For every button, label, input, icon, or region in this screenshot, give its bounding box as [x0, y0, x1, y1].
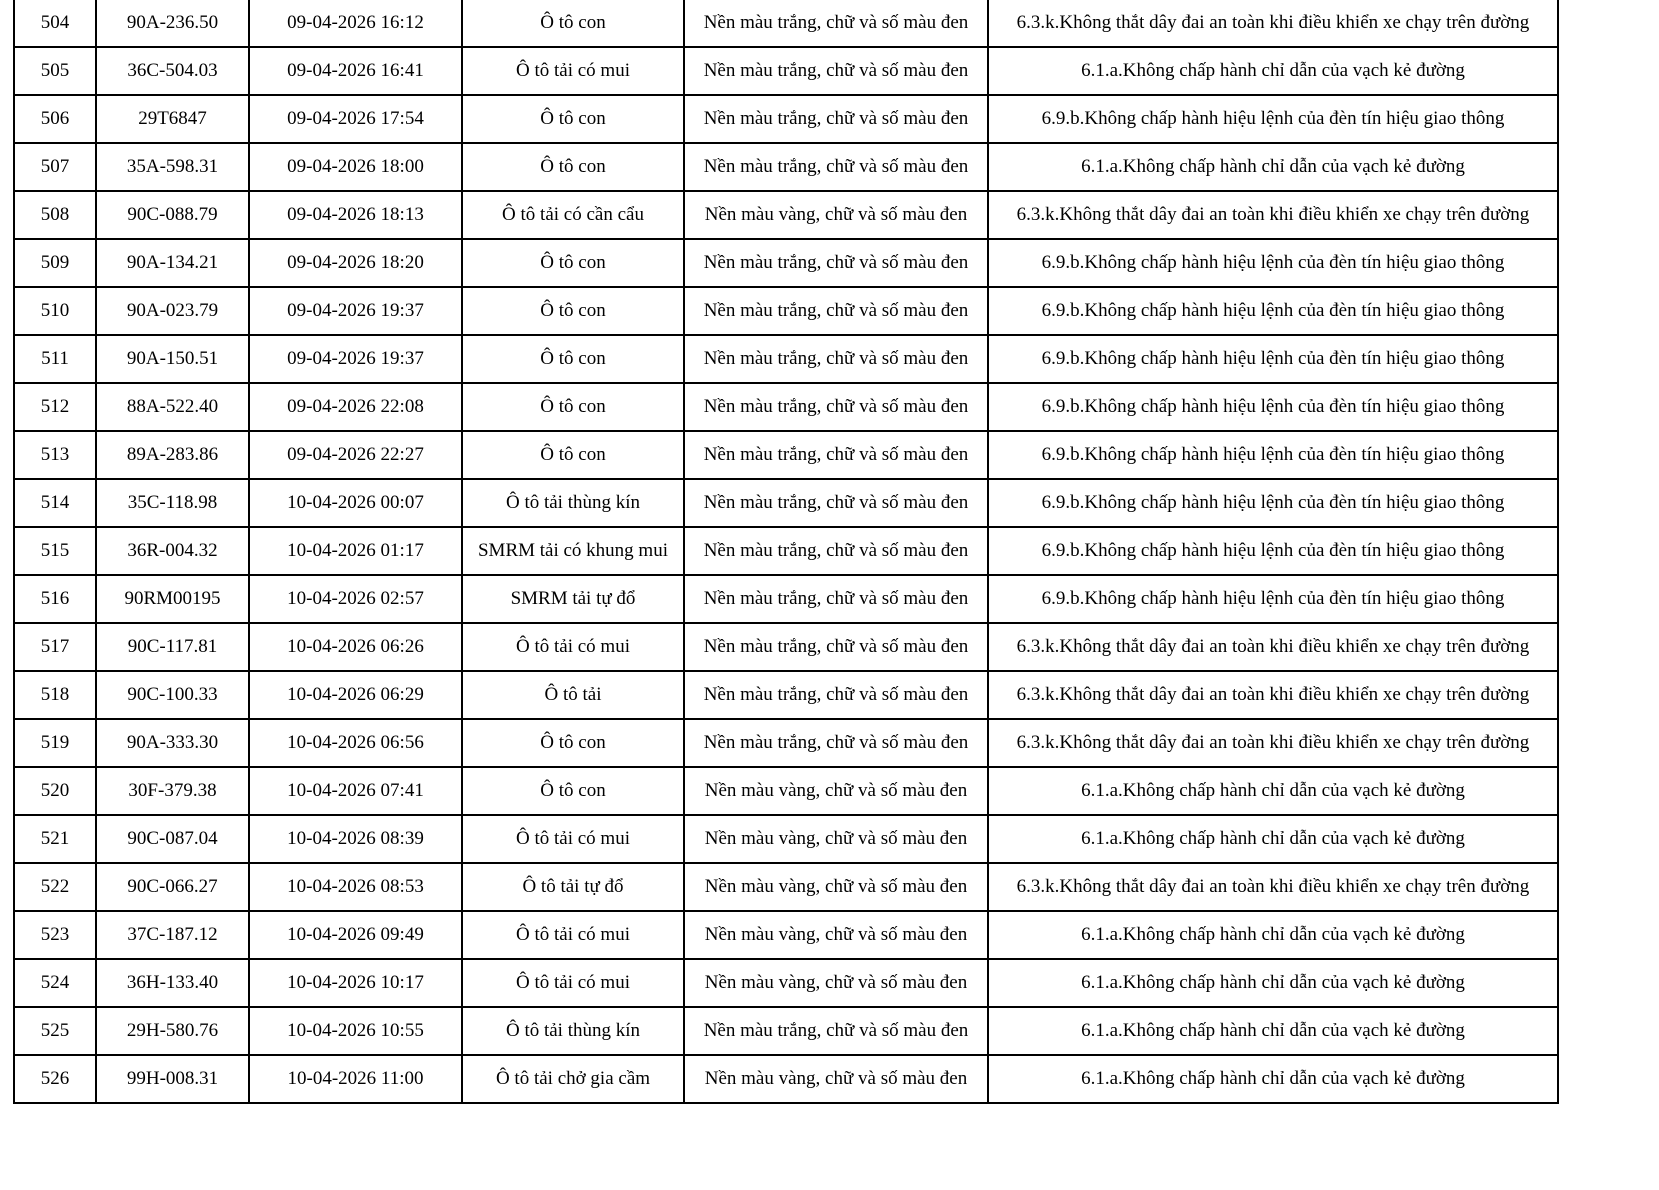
cell-stt: 504 [14, 0, 96, 47]
table-row [14, 479, 1558, 527]
cell-time: 09-04-2026 16:41 [249, 47, 462, 95]
cell-stt: 518 [14, 671, 96, 719]
cell-plate-color: Nền màu trắng, chữ và số màu đen [684, 0, 988, 47]
cell-plate: 90C-088.79 [96, 191, 249, 239]
cell-plate: 90A-236.50 [96, 0, 249, 47]
cell-vehicle-type: Ô tô tải chở gia cầm [462, 1055, 684, 1103]
table-row [14, 767, 1558, 815]
table-row [14, 527, 1558, 575]
cell-violation: 6.1.a.Không chấp hành chỉ dẫn của vạch kẻ đường [988, 959, 1558, 1007]
cell-stt: 524 [14, 959, 96, 1007]
table-row [14, 335, 1558, 383]
cell-plate: 90RM00195 [96, 575, 249, 623]
cell-time: 09-04-2026 16:12 [249, 0, 462, 47]
cell-vehicle-type: Ô tô con [462, 287, 684, 335]
cell-vehicle-type: Ô tô tải thùng kín [462, 479, 684, 527]
cell-vehicle-type: Ô tô con [462, 95, 684, 143]
cell-time: 10-04-2026 10:17 [249, 959, 462, 1007]
cell-plate-color: Nền màu vàng, chữ và số màu đen [684, 1055, 988, 1103]
cell-plate-color: Nền màu trắng, chữ và số màu đen [684, 719, 988, 767]
table-row [14, 959, 1558, 1007]
cell-stt: 509 [14, 239, 96, 287]
cell-violation: 6.3.k.Không thắt dây đai an toàn khi điều khiển xe chạy trên đường [988, 623, 1558, 671]
cell-plate-color: Nền màu trắng, chữ và số màu đen [684, 527, 988, 575]
cell-plate: 90A-023.79 [96, 287, 249, 335]
cell-plate: 29H-580.76 [96, 1007, 249, 1055]
cell-vehicle-type: Ô tô tải có mui [462, 815, 684, 863]
cell-stt: 513 [14, 431, 96, 479]
cell-plate: 88A-522.40 [96, 383, 249, 431]
cell-plate-color: Nền màu trắng, chữ và số màu đen [684, 383, 988, 431]
cell-vehicle-type: Ô tô tải có mui [462, 911, 684, 959]
cell-violation: 6.9.b.Không chấp hành hiệu lệnh của đèn tín hiệu giao thông [988, 95, 1558, 143]
cell-plate-color: Nền màu vàng, chữ và số màu đen [684, 767, 988, 815]
table-row [14, 95, 1558, 143]
cell-time: 09-04-2026 17:54 [249, 95, 462, 143]
cell-stt: 505 [14, 47, 96, 95]
cell-plate: 90C-087.04 [96, 815, 249, 863]
cell-violation: 6.9.b.Không chấp hành hiệu lệnh của đèn tín hiệu giao thông [988, 575, 1558, 623]
cell-time: 09-04-2026 18:00 [249, 143, 462, 191]
cell-plate: 90A-150.51 [96, 335, 249, 383]
table-row [14, 1007, 1558, 1055]
cell-stt: 526 [14, 1055, 96, 1103]
cell-plate: 90C-100.33 [96, 671, 249, 719]
table-row [14, 239, 1558, 287]
cell-violation: 6.3.k.Không thắt dây đai an toàn khi điều khiển xe chạy trên đường [988, 719, 1558, 767]
cell-vehicle-type: SMRM tải có khung mui [462, 527, 684, 575]
cell-plate-color: Nền màu vàng, chữ và số màu đen [684, 959, 988, 1007]
cell-plate-color: Nền màu trắng, chữ và số màu đen [684, 335, 988, 383]
cell-vehicle-type: Ô tô con [462, 0, 684, 47]
cell-plate-color: Nền màu trắng, chữ và số màu đen [684, 431, 988, 479]
table-row [14, 287, 1558, 335]
cell-vehicle-type: Ô tô tải có mui [462, 47, 684, 95]
cell-plate-color: Nền màu vàng, chữ và số màu đen [684, 815, 988, 863]
cell-violation: 6.9.b.Không chấp hành hiệu lệnh của đèn tín hiệu giao thông [988, 479, 1558, 527]
violations-table [13, 0, 1559, 1104]
cell-plate: 35C-118.98 [96, 479, 249, 527]
table-row [14, 191, 1558, 239]
cell-time: 10-04-2026 11:00 [249, 1055, 462, 1103]
table-row [14, 719, 1558, 767]
cell-plate: 30F-379.38 [96, 767, 249, 815]
cell-plate-color: Nền màu trắng, chữ và số màu đen [684, 1007, 988, 1055]
violations-table-body [14, 0, 1558, 1103]
cell-violation: 6.3.k.Không thắt dây đai an toàn khi điều khiển xe chạy trên đường [988, 191, 1558, 239]
cell-vehicle-type: Ô tô tải có mui [462, 959, 684, 1007]
cell-stt: 512 [14, 383, 96, 431]
cell-plate: 90C-066.27 [96, 863, 249, 911]
cell-time: 10-04-2026 08:39 [249, 815, 462, 863]
cell-time: 10-04-2026 06:56 [249, 719, 462, 767]
cell-time: 10-04-2026 07:41 [249, 767, 462, 815]
cell-stt: 523 [14, 911, 96, 959]
cell-violation: 6.9.b.Không chấp hành hiệu lệnh của đèn tín hiệu giao thông [988, 287, 1558, 335]
cell-vehicle-type: Ô tô con [462, 383, 684, 431]
cell-vehicle-type: Ô tô tải có mui [462, 623, 684, 671]
cell-plate-color: Nền màu vàng, chữ và số màu đen [684, 191, 988, 239]
cell-vehicle-type: Ô tô tải [462, 671, 684, 719]
cell-time: 10-04-2026 06:26 [249, 623, 462, 671]
cell-plate: 36R-004.32 [96, 527, 249, 575]
cell-plate: 36H-133.40 [96, 959, 249, 1007]
cell-plate-color: Nền màu vàng, chữ và số màu đen [684, 911, 988, 959]
table-row [14, 1055, 1558, 1103]
cell-time: 10-04-2026 09:49 [249, 911, 462, 959]
cell-stt: 517 [14, 623, 96, 671]
cell-violation: 6.9.b.Không chấp hành hiệu lệnh của đèn tín hiệu giao thông [988, 335, 1558, 383]
cell-time: 10-04-2026 06:29 [249, 671, 462, 719]
table-row [14, 911, 1558, 959]
cell-plate-color: Nền màu vàng, chữ và số màu đen [684, 863, 988, 911]
cell-stt: 506 [14, 95, 96, 143]
table-row [14, 383, 1558, 431]
table-row [14, 0, 1558, 47]
cell-violation: 6.1.a.Không chấp hành chỉ dẫn của vạch kẻ đường [988, 911, 1558, 959]
cell-stt: 521 [14, 815, 96, 863]
table-row [14, 431, 1558, 479]
cell-plate-color: Nền màu trắng, chữ và số màu đen [684, 575, 988, 623]
cell-plate-color: Nền màu trắng, chữ và số màu đen [684, 479, 988, 527]
cell-vehicle-type: Ô tô tải có cần cẩu [462, 191, 684, 239]
cell-violation: 6.9.b.Không chấp hành hiệu lệnh của đèn tín hiệu giao thông [988, 527, 1558, 575]
cell-time: 09-04-2026 22:27 [249, 431, 462, 479]
cell-violation: 6.3.k.Không thắt dây đai an toàn khi điều khiển xe chạy trên đường [988, 0, 1558, 47]
cell-vehicle-type: Ô tô tải tự đổ [462, 863, 684, 911]
cell-stt: 525 [14, 1007, 96, 1055]
cell-time: 10-04-2026 10:55 [249, 1007, 462, 1055]
cell-time: 10-04-2026 00:07 [249, 479, 462, 527]
cell-stt: 519 [14, 719, 96, 767]
cell-violation: 6.1.a.Không chấp hành chỉ dẫn của vạch kẻ đường [988, 815, 1558, 863]
cell-vehicle-type: Ô tô tải thùng kín [462, 1007, 684, 1055]
cell-vehicle-type: SMRM tải tự đổ [462, 575, 684, 623]
cell-time: 10-04-2026 01:17 [249, 527, 462, 575]
cell-plate: 37C-187.12 [96, 911, 249, 959]
cell-violation: 6.1.a.Không chấp hành chỉ dẫn của vạch kẻ đường [988, 767, 1558, 815]
cell-plate: 90C-117.81 [96, 623, 249, 671]
cell-violation: 6.3.k.Không thắt dây đai an toàn khi điều khiển xe chạy trên đường [988, 863, 1558, 911]
cell-plate-color: Nền màu trắng, chữ và số màu đen [684, 623, 988, 671]
cell-violation: 6.1.a.Không chấp hành chỉ dẫn của vạch kẻ đường [988, 1007, 1558, 1055]
cell-time: 10-04-2026 02:57 [249, 575, 462, 623]
cell-plate-color: Nền màu trắng, chữ và số màu đen [684, 143, 988, 191]
cell-stt: 508 [14, 191, 96, 239]
cell-plate: 99H-008.31 [96, 1055, 249, 1103]
table-row [14, 815, 1558, 863]
cell-violation: 6.9.b.Không chấp hành hiệu lệnh của đèn tín hiệu giao thông [988, 383, 1558, 431]
table-row [14, 47, 1558, 95]
cell-violation: 6.9.b.Không chấp hành hiệu lệnh của đèn tín hiệu giao thông [988, 431, 1558, 479]
cell-stt: 520 [14, 767, 96, 815]
cell-plate: 90A-333.30 [96, 719, 249, 767]
cell-time: 09-04-2026 19:37 [249, 335, 462, 383]
cell-violation: 6.1.a.Không chấp hành chỉ dẫn của vạch kẻ đường [988, 1055, 1558, 1103]
cell-stt: 510 [14, 287, 96, 335]
cell-plate: 36C-504.03 [96, 47, 249, 95]
cell-plate-color: Nền màu trắng, chữ và số màu đen [684, 287, 988, 335]
cell-violation: 6.9.b.Không chấp hành hiệu lệnh của đèn tín hiệu giao thông [988, 239, 1558, 287]
cell-time: 10-04-2026 08:53 [249, 863, 462, 911]
cell-plate: 35A-598.31 [96, 143, 249, 191]
table-row [14, 863, 1558, 911]
cell-stt: 514 [14, 479, 96, 527]
cell-plate-color: Nền màu trắng, chữ và số màu đen [684, 239, 988, 287]
cell-plate-color: Nền màu trắng, chữ và số màu đen [684, 95, 988, 143]
cell-time: 09-04-2026 19:37 [249, 287, 462, 335]
cell-stt: 515 [14, 527, 96, 575]
cell-plate-color: Nền màu trắng, chữ và số màu đen [684, 671, 988, 719]
cell-stt: 511 [14, 335, 96, 383]
cell-stt: 516 [14, 575, 96, 623]
cell-vehicle-type: Ô tô con [462, 719, 684, 767]
cell-violation: 6.3.k.Không thắt dây đai an toàn khi điều khiển xe chạy trên đường [988, 671, 1558, 719]
table-row [14, 671, 1558, 719]
cell-stt: 507 [14, 143, 96, 191]
cell-time: 09-04-2026 18:20 [249, 239, 462, 287]
cell-time: 09-04-2026 22:08 [249, 383, 462, 431]
cell-violation: 6.1.a.Không chấp hành chỉ dẫn của vạch kẻ đường [988, 143, 1558, 191]
table-row [14, 575, 1558, 623]
table-row [14, 623, 1558, 671]
cell-plate: 89A-283.86 [96, 431, 249, 479]
cell-time: 09-04-2026 18:13 [249, 191, 462, 239]
cell-violation: 6.1.a.Không chấp hành chỉ dẫn của vạch kẻ đường [988, 47, 1558, 95]
cell-vehicle-type: Ô tô con [462, 239, 684, 287]
cell-plate-color: Nền màu trắng, chữ và số màu đen [684, 47, 988, 95]
cell-plate: 29T6847 [96, 95, 249, 143]
cell-vehicle-type: Ô tô con [462, 143, 684, 191]
table-row [14, 143, 1558, 191]
cell-vehicle-type: Ô tô con [462, 335, 684, 383]
cell-vehicle-type: Ô tô con [462, 767, 684, 815]
cell-stt: 522 [14, 863, 96, 911]
cell-vehicle-type: Ô tô con [462, 431, 684, 479]
cell-plate: 90A-134.21 [96, 239, 249, 287]
